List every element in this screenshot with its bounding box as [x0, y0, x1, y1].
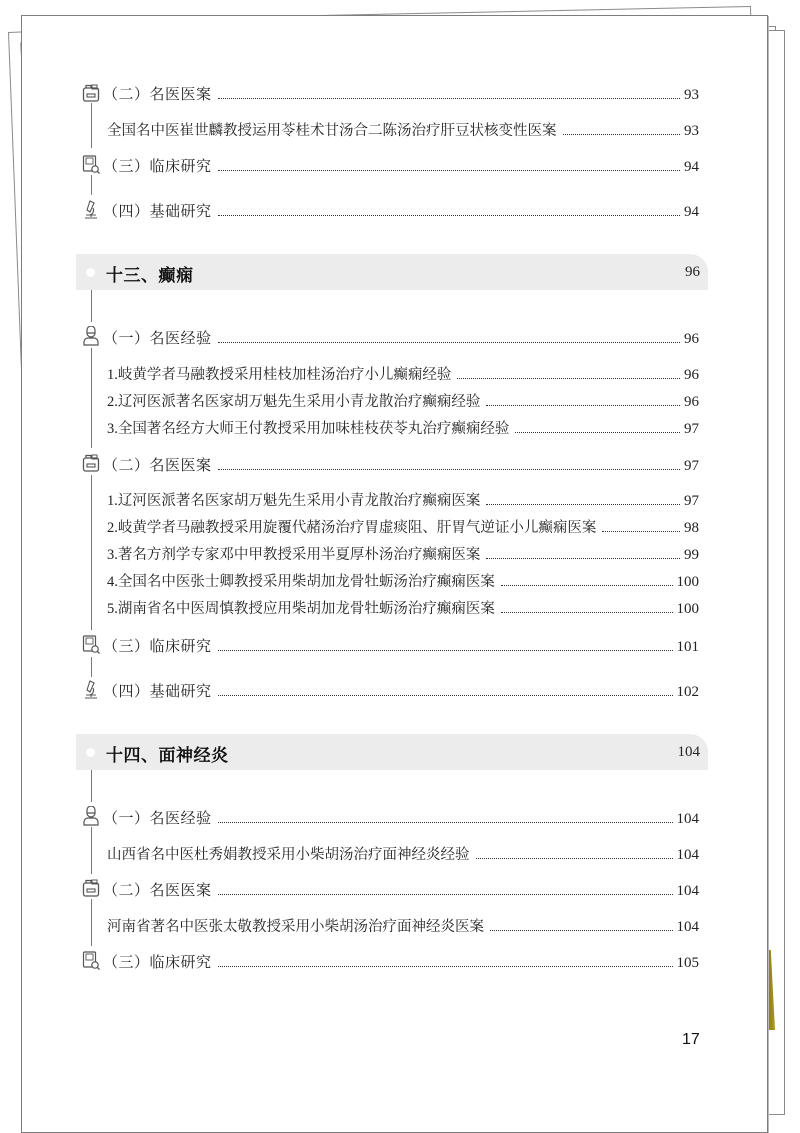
toc-sub-case[interactable]	[103, 454, 699, 475]
toc-page-number: 98	[684, 520, 699, 536]
toc-sub-clinical[interactable]	[103, 635, 699, 656]
toc-item[interactable]	[107, 570, 699, 591]
toc-item[interactable]	[107, 417, 699, 438]
toc-page-number: 96	[684, 367, 699, 383]
toc-label: 2.辽河医派著名医家胡万魁先生采用小青龙散治疗癫痫经验	[107, 394, 481, 410]
dot-leader	[218, 215, 680, 216]
toc-label: （一）名医经验	[103, 809, 212, 827]
book-search-icon	[82, 154, 100, 174]
doctor-icon	[82, 806, 100, 826]
toc-page-number: 104	[676, 919, 699, 935]
toc-label: 全国名中医崔世麟教授运用苓桂术甘汤合二陈汤治疗肝豆状核变性医案	[107, 123, 557, 139]
toc-page-number: 96	[684, 331, 699, 347]
toc-page-number: 97	[684, 458, 699, 474]
microscope-icon	[82, 679, 100, 699]
chapter-header-epilepsy[interactable]	[76, 254, 708, 290]
toc-sub-experience[interactable]	[103, 807, 699, 828]
toc-page-number: 102	[676, 684, 699, 700]
toc-label: 1.岐黄学者马融教授采用桂枝加桂汤治疗小儿癫痫经验	[107, 367, 452, 383]
toc-label: 山西省名中医杜秀娟教授采用小柴胡汤治疗面神经炎经验	[107, 847, 470, 863]
dot-leader	[218, 98, 680, 99]
folder-icon	[82, 878, 100, 898]
toc-label: （二）名医医案	[103, 881, 212, 899]
connector-line	[91, 103, 92, 148]
toc-label: 3.著名方剂学专家邓中甲教授采用半夏厚朴汤治疗癫痫医案	[107, 547, 481, 563]
connector-line	[91, 475, 92, 630]
toc-label: （四）基础研究	[103, 682, 212, 700]
connector-line	[91, 899, 92, 946]
toc-sub-basic[interactable]	[103, 680, 699, 701]
toc-label: 4.全国名中医张士卿教授采用柴胡加龙骨牡蛎汤治疗癫痫医案	[107, 574, 495, 590]
toc-sub-case[interactable]	[103, 83, 699, 104]
dot-leader	[490, 930, 673, 931]
dot-leader	[457, 378, 680, 379]
toc-item[interactable]	[107, 543, 699, 564]
toc-page-number: 104	[676, 883, 699, 899]
dot-leader	[501, 612, 673, 613]
toc-page-number: 104	[676, 811, 699, 827]
toc-sub-clinical[interactable]	[103, 951, 699, 972]
chapter-title: 十四、面神经炎	[106, 746, 229, 766]
toc-label: 2.岐黄学者马融教授采用旋覆代赭汤治疗胃虚痰阻、肝胃气逆证小儿癫痫医案	[107, 520, 597, 536]
page-number: 17	[682, 1031, 700, 1048]
dot-leader	[476, 858, 673, 859]
toc-sub-experience[interactable]	[103, 327, 699, 348]
connector-line	[91, 827, 92, 874]
toc-label: （三）临床研究	[103, 157, 212, 175]
chapter-bullet	[86, 748, 95, 757]
toc-page-number: 97	[684, 493, 699, 509]
toc-label: （四）基础研究	[103, 202, 212, 220]
dot-leader	[218, 342, 680, 343]
toc-page-number: 105	[676, 955, 699, 971]
dot-leader	[486, 405, 680, 406]
folder-icon	[82, 83, 100, 103]
connector-line	[91, 175, 92, 195]
dot-leader	[218, 894, 673, 895]
dot-leader	[218, 822, 673, 823]
toc-label: （二）名医医案	[103, 85, 212, 103]
toc-item[interactable]	[107, 597, 699, 618]
toc-page-number: 96	[684, 394, 699, 410]
toc-page-number: 93	[684, 87, 699, 103]
toc-item[interactable]	[107, 119, 699, 140]
toc-label: 3.全国著名经方大师王付教授采用加味桂枝茯苓丸治疗癫痫经验	[107, 421, 510, 437]
book-search-icon	[82, 634, 100, 654]
toc-label: （二）名医医案	[103, 456, 212, 474]
toc-page-number: 94	[684, 204, 699, 220]
folder-icon	[82, 453, 100, 473]
dot-leader	[218, 170, 680, 171]
toc-label: （三）临床研究	[103, 637, 212, 655]
dot-leader	[515, 432, 680, 433]
toc-label: 河南省著名中医张太敬教授采用小柴胡汤治疗面神经炎医案	[107, 919, 484, 935]
dot-leader	[218, 469, 680, 470]
dot-leader	[486, 558, 680, 559]
toc-item[interactable]	[107, 390, 699, 411]
chapter-title: 十三、癫痫	[106, 266, 194, 286]
toc-page-number: 101	[676, 639, 699, 655]
microscope-icon	[82, 199, 100, 219]
dot-leader	[218, 695, 673, 696]
toc-label: 5.湖南省名中医周慎教授应用柴胡加龙骨牡蛎汤治疗癫痫医案	[107, 601, 495, 617]
toc-page-number: 99	[684, 547, 699, 563]
toc-page-number: 100	[676, 574, 699, 590]
toc-item[interactable]	[107, 489, 699, 510]
toc-item[interactable]	[107, 843, 699, 864]
dot-leader	[602, 531, 680, 532]
chapter-page-number: 104	[677, 744, 700, 760]
connector-line	[91, 348, 92, 448]
dot-leader	[501, 585, 673, 586]
dot-leader	[218, 650, 673, 651]
dot-leader	[486, 504, 680, 505]
toc-label: 1.辽河医派著名医家胡万魁先生采用小青龙散治疗癫痫医案	[107, 493, 481, 509]
dot-leader	[218, 966, 673, 967]
toc-page-number: 100	[676, 601, 699, 617]
toc-item[interactable]	[107, 516, 699, 537]
toc-sub-case[interactable]	[103, 879, 699, 900]
toc-label: （三）临床研究	[103, 953, 212, 971]
toc-page-number: 94	[684, 159, 699, 175]
connector-line	[91, 657, 92, 677]
book-search-icon	[82, 950, 100, 970]
toc-sub-basic[interactable]	[103, 200, 699, 221]
doctor-icon	[82, 326, 100, 346]
chapter-header-facial-neuritis[interactable]	[76, 734, 708, 770]
toc-item[interactable]	[107, 915, 699, 936]
toc-item[interactable]	[107, 363, 699, 384]
dot-leader	[563, 134, 681, 135]
toc-page-number: 93	[684, 123, 699, 139]
toc-sub-clinical[interactable]	[103, 155, 699, 176]
chapter-bullet	[86, 268, 95, 277]
toc-page-number: 97	[684, 421, 699, 437]
chapter-page-number: 96	[685, 264, 700, 280]
toc-label: （一）名医经验	[103, 329, 212, 347]
toc-page-number: 104	[676, 847, 699, 863]
